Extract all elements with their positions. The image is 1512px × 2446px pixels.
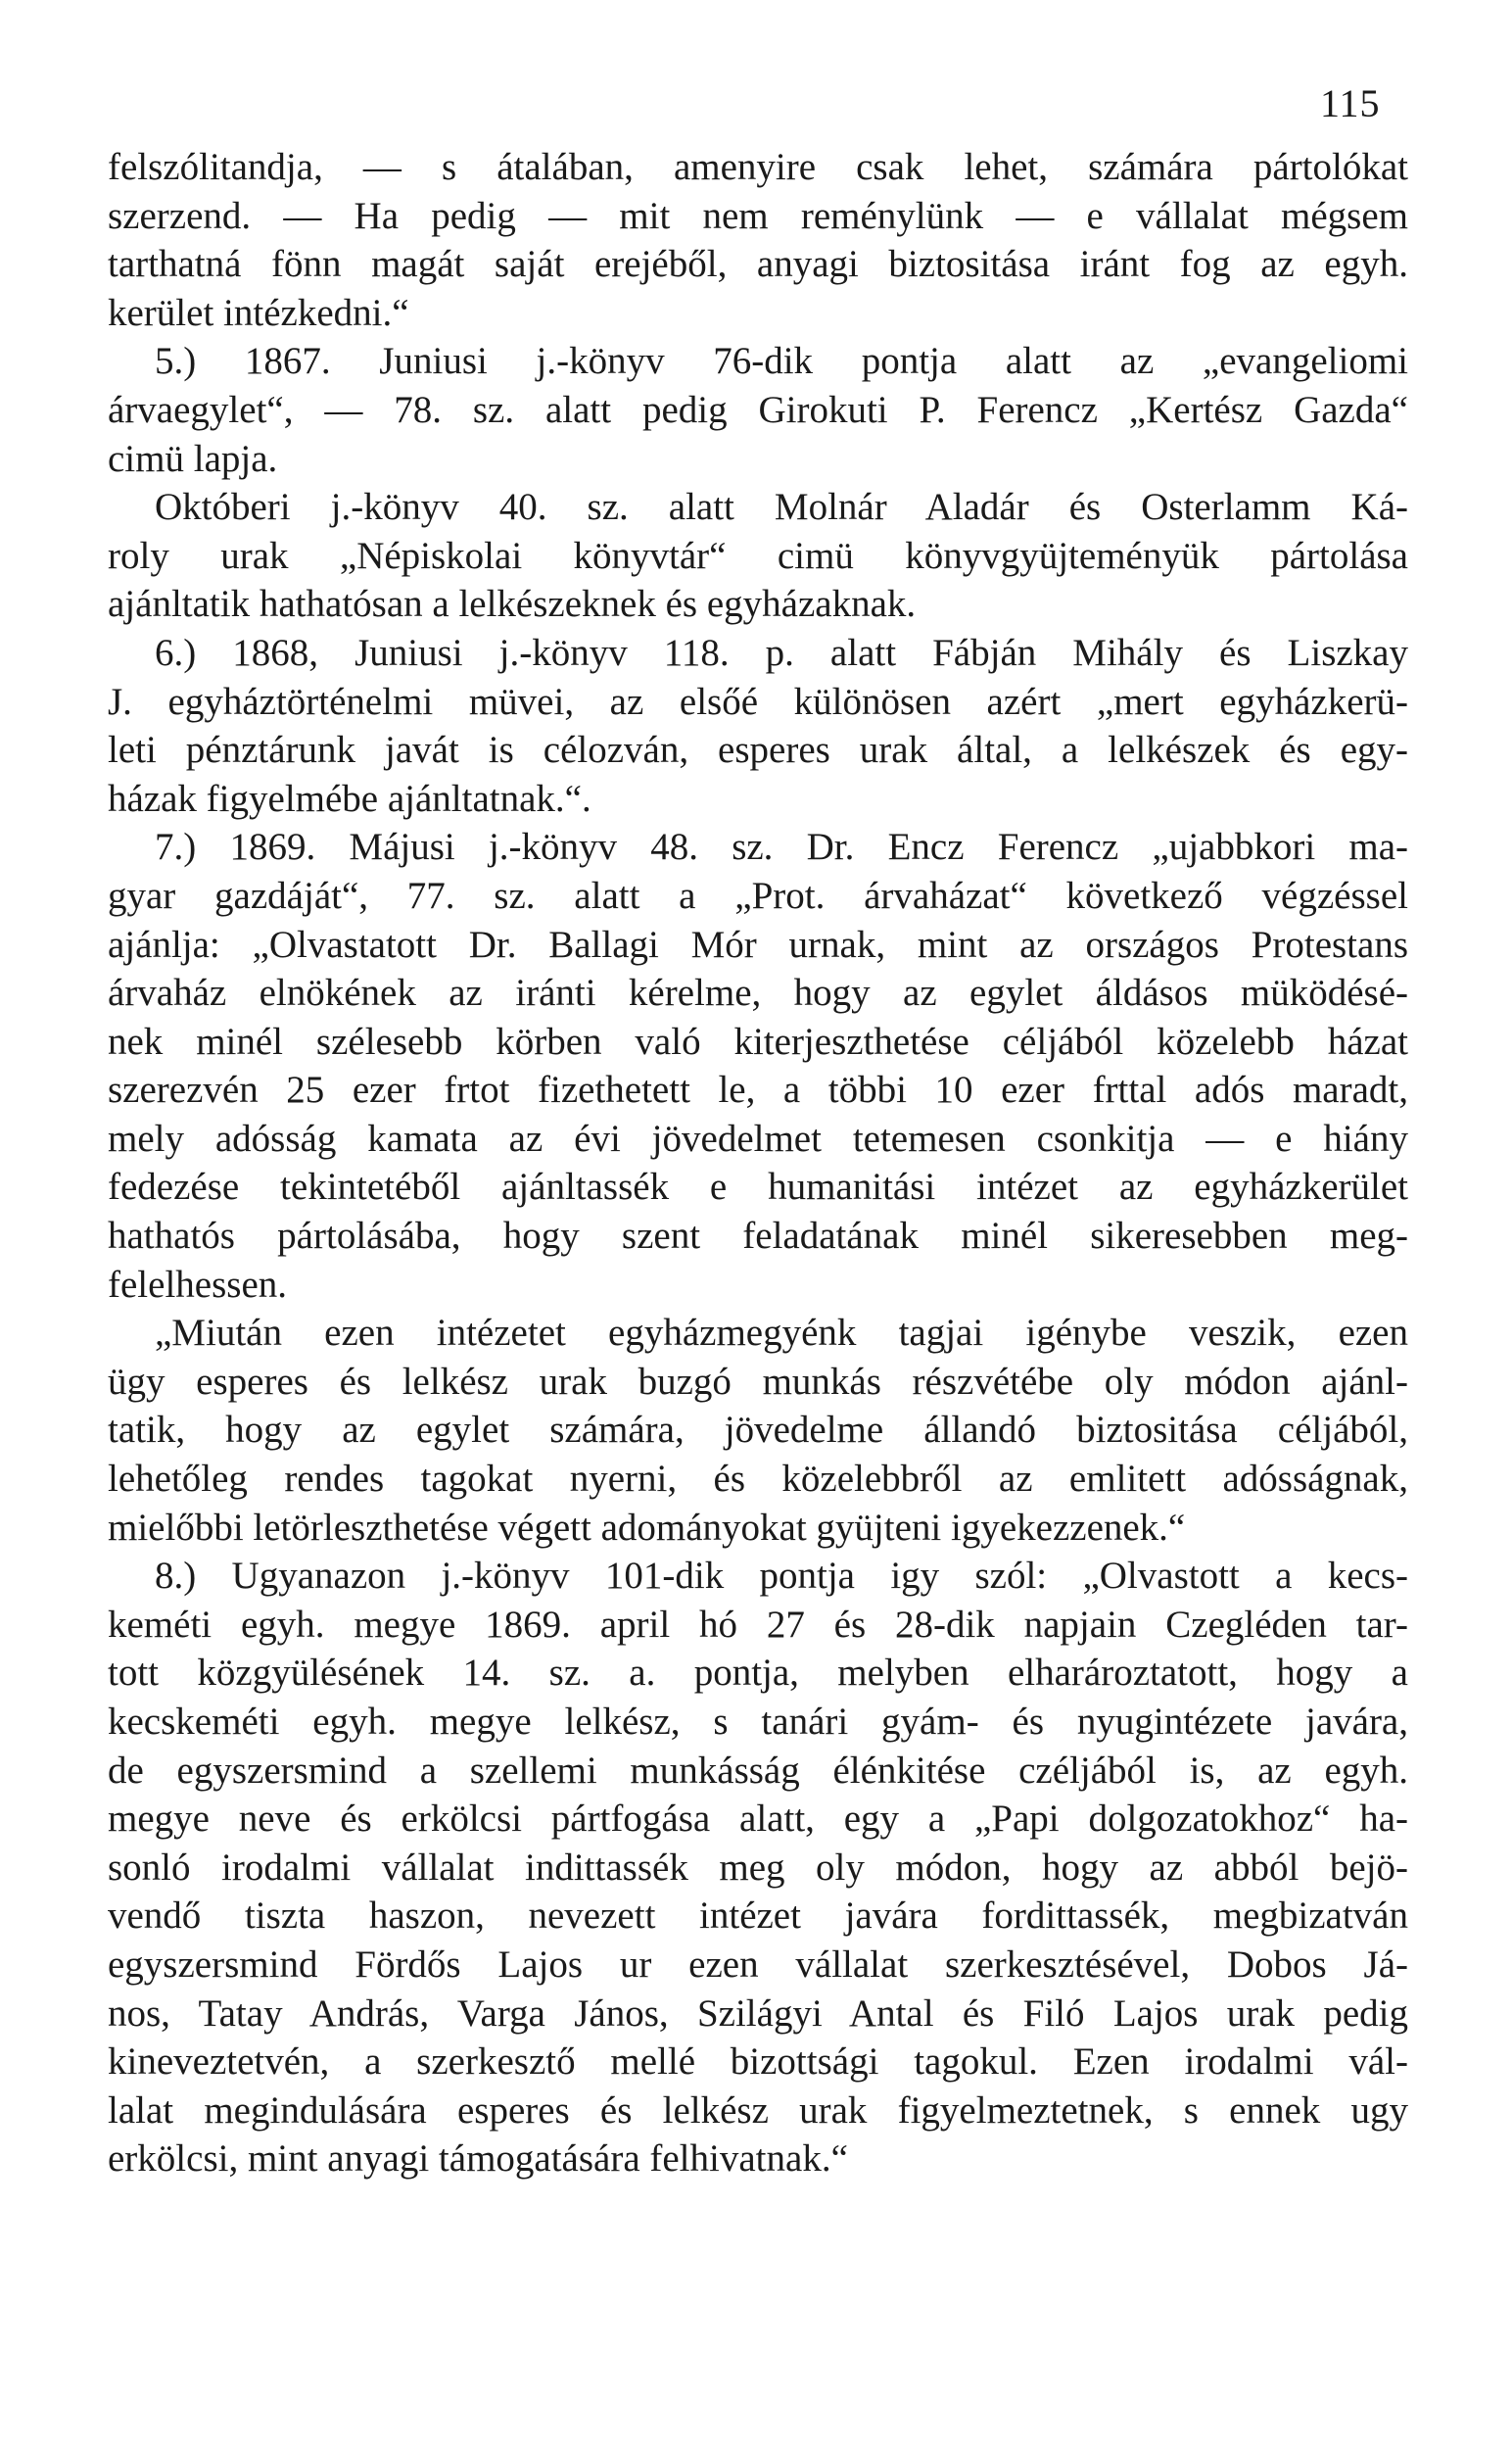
text-line: cimü lapja. [108,437,278,480]
text-line: kerület intézkedni.“ [108,291,409,334]
text-line: árvaegylet“, — 78. sz. alatt pedig Girokuti P. Ferencz „Kertész Gazda“ [108,388,1408,431]
text-line: sonló irodalmi vállalat indittassék meg oly módon, hogy az abból bejö- [108,1846,1408,1889]
text-line: hathatós pártolásába, hogy szent feladatának minél sikeresebben meg- [108,1215,1408,1258]
text-line: ügy esperes és lelkész urak buzgó munkás részvétébe oly módon ajánl- [108,1360,1408,1403]
text-line: mielőbbi letörleszthetése végett adományokat gyüjteni igyekezzenek.“ [108,1506,1186,1549]
text-line: de egyszersmind a szellemi munkásság élénkitése czéljából is, az egyh. [108,1749,1408,1792]
text-line: tott közgyülésének 14. sz. a. pontja, melyben elharároztatott, hogy a [108,1652,1408,1695]
text-line: ajánltatik hathatósan a lelkészeknek és egyházaknak. [108,583,917,626]
text-line: szerezvén 25 ezer frtot fizethetett le, a többi 10 ezer frttal adós maradt, [108,1069,1408,1112]
text-line: tarthatná fönn magát saját erejéből, anyagi biztositása iránt fog az egyh. [108,243,1408,286]
text-line: „Miután ezen intézetet egyházmegyénk tagjai igénybe veszik, ezen [155,1312,1408,1355]
text-line: fedezése tekintetéből ajánltassék e humanitási intézet az egyházkerület [108,1166,1408,1209]
text-line: 7.) 1869. Májusi j.-könyv 48. sz. Dr. Encz Ferencz „ujabbkori ma- [155,826,1408,869]
text-line: lehetőleg rendes tagokat nyerni, és közelebbről az emlitett adósságnak, [108,1458,1408,1501]
text-line: kecskeméti egyh. megye lelkész, s tanári gyám- és nyugintézete javára, [108,1701,1408,1743]
text-line: ajánlja: „Olvastatott Dr. Ballagi Mór urnak, mint az országos Protestans [108,923,1408,966]
text-line: felszólitandja, — s átalában, amenyire csak lehet, számára pártolókat [108,146,1408,188]
text-line: felelhessen. [108,1263,288,1306]
text-line: Októberi j.-könyv 40. sz. alatt Molnár Aladár és Osterlamm Ká- [155,486,1408,529]
text-line: mely adósság kamata az évi jövedelmet tetemesen csonkitja — e hiány [108,1117,1408,1160]
text-line: egyszersmind Fördős Lajos ur ezen vállalat szerkesztésével, Dobos Já- [108,1942,1408,1986]
text-line: J. egyháztörténelmi müvei, az elsőé különösen azért „mert egyházkerü- [108,680,1408,723]
text-line: tatik, hogy az egylet számára, jövedelme állandó biztositása céljából, [108,1409,1408,1452]
text-line: szerzend. — Ha pedig — mit nem reménylünk — e vállalat mégsem [108,194,1408,237]
text-line: nos, Tatay András, Varga János, Szilágyi Antal és Filó Lajos urak pedig [108,1991,1408,2035]
text-line: keméti egyh. megye 1869. april hó 27 és 28-dik napjain Czegléden tar- [108,1603,1408,1646]
text-line: leti pénztárunk javát is célozván, esperes urak által, a lelkészek és egy- [108,729,1408,772]
text-line: házak figyelmébe ajánltatnak.“. [108,777,591,820]
text-line: roly urak „Népiskolai könyvtár“ cimü könyvgyüjteményük pártolása [108,534,1408,577]
text-line: 8.) Ugyanazon j.-könyv 101-dik pontja igy szól: „Olvastott a kecs- [155,1555,1408,1598]
document-body [108,143,1408,2183]
text-line: 5.) 1867. Juniusi j.-könyv 76-dik pontja alatt az „evangeliomi [155,340,1408,383]
text-line: kineveztetvén, a szerkesztő mellé bizottsági tagokul. Ezen irodalmi vál- [108,2040,1408,2084]
text-line: lalat megindulására esperes és lelkész urak figyelmeztetnek, s ennek ugy [108,2088,1408,2132]
text-line: nek minél szélesebb körben való kiterjeszthetése céljából közelebb házat [108,1020,1408,1063]
text-line: árvaház elnökének az iránti kérelme, hogy az egylet áldásos müködésé- [108,972,1408,1015]
text-line: 6.) 1868, Juniusi j.-könyv 118. p. alatt Fábján Mihály és Liszkay [155,631,1408,674]
text-line: gyar gazdáját“, 77. sz. alatt a „Prot. árvaházat“ következő végzéssel [108,874,1408,917]
text-line: megye neve és erkölcsi pártfogása alatt, egy a „Papi dolgozatokhoz“ ha- [108,1798,1408,1841]
text-line: vendő tiszta haszon, nevezett intézet javára fordittassék, megbizatván [108,1894,1408,1938]
text-line: erkölcsi, mint anyagi támogatására felhivatnak.“ [108,2137,848,2181]
page-number: 115 [1320,81,1381,125]
